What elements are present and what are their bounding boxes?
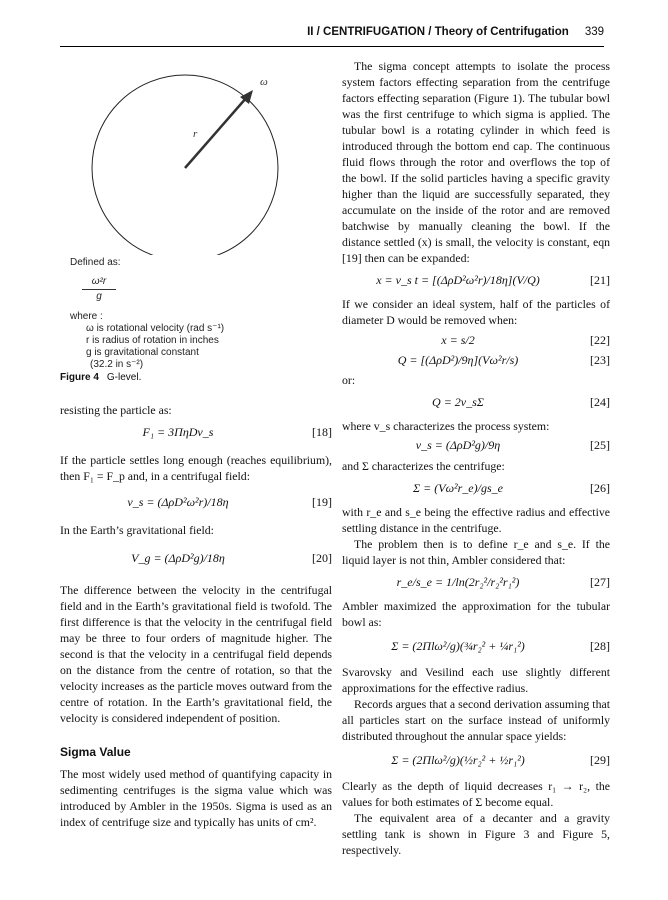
equation-20: V_g = (ΔρD²g)/18η [20]	[131, 551, 332, 565]
paragraph: Clearly as the depth of liquid decreases r₁ → r₂, the values for both estimates of Σ become equal.	[342, 779, 610, 809]
equation-25: v_s = (ΔρD²g)/9η [25]	[415, 438, 610, 452]
rotation-diagram	[60, 55, 332, 255]
paragraph: The sigma concept attempts to isolate the process system factors effecting separation from the centrifuge factors effecting separation (Figure 1). The tubular bowl was the first centrifuge to which sigma is applied. The tubular bowl is a rotating cylinder in which feed is introduced through the bottom end cap. The continuous fluid flows through the rotor and overflows the top of the bowl. If the solid particles having a specific gravity higher than the liquid are successfully separated, they accumulate on the inside of the rotor and are removed batchwise by manually cleaning the bowl. If the distance settled (x) is small, the velocity is constant, eqn [19] then can be expanded:	[342, 59, 610, 265]
caption-label: Figure 4	[60, 372, 99, 383]
defined-as: Defined as:	[70, 257, 121, 268]
running-title: II / CENTRIFUGATION / Theory of Centrifugation	[307, 26, 569, 38]
paragraph: Records argues that a second derivation assuming that all particles start on the surface instead of uniformly distributed throughout the annular space yields:	[342, 697, 610, 743]
paragraph: resisting the particle as:	[60, 403, 172, 417]
definition-omega: ω is rotational velocity (rad s⁻¹)	[86, 323, 225, 334]
figure-g-level	[60, 55, 332, 390]
omega-label: ω	[260, 76, 268, 88]
paragraph: where v_s characterizes the process system:	[342, 419, 550, 433]
rotation-circle	[92, 75, 278, 255]
ratio-top: ω²r	[91, 276, 107, 287]
page-number: 339	[584, 26, 604, 38]
paragraph: If the particle settles long enough (reaches equilibrium), then F₁ = F_p and, in a centrifugal field:	[60, 453, 332, 483]
figure-caption	[60, 372, 141, 383]
right-column	[342, 58, 610, 858]
paragraph: Ambler maximized the approximation for the tubular bowl as:	[342, 599, 610, 629]
equation-24: Q = 2v_sΣ [24]	[432, 395, 610, 409]
paragraph: or:	[342, 373, 356, 387]
ratio-bottom: g	[96, 291, 102, 302]
equation-29: Σ = (2Πlω²/g)(½r₂² + ½r₁²) [29]	[391, 753, 610, 767]
r-label: r	[193, 128, 198, 140]
paragraph: In the Earth’s gravitational field:	[60, 523, 214, 537]
equation-28: Σ = (2Πlω²/g)(¾r₂² + ¼r₁²) [28]	[391, 639, 610, 653]
paragraph: The problem then is to define r_e and s_e. If the liquid layer is not thin, Ambler considered that:	[342, 537, 610, 567]
equation-22: x = s/2 [22]	[441, 333, 610, 347]
equation-19: v_s = (ΔρD²ω²r)/18η [19]	[127, 495, 332, 509]
paragraph: The difference between the velocity in the centrifugal field and in the Earth’s gravitational field is twofold. The first difference is that the velocity in the centrifugal field may be three to four orders of magnitude higher. The second is that the velocity in a centrifugal field depends on the distance from the centre of rotation, so that the velocity increases as the particle moves outward from the centre of rotation. In the Earth’s gravitational field, the velocity is considered independent of position.	[60, 583, 332, 725]
paragraph: The equivalent area of a decanter and a gravity settling tank is shown in Figure 3 and Figure 5, respectively.	[342, 811, 610, 857]
definition-g-value: (32.2 in s⁻²)	[90, 359, 144, 370]
section-heading: Sigma Value	[60, 745, 131, 759]
where-label: where :	[70, 311, 103, 322]
paragraph: Svarovsky and Vesilind each use slightly different approximations for the effective radius.	[342, 665, 610, 695]
paragraph: If we consider an ideal system, half of the particles of diameter D would be removed when:	[342, 297, 610, 327]
definition-g: g is gravitational constant	[86, 347, 199, 358]
definition-r: r is radius of rotation in inches	[86, 335, 219, 346]
left-column	[60, 402, 332, 830]
running-header	[60, 26, 604, 47]
fraction-bar	[82, 289, 116, 290]
equation-26: Σ = (Vω²r_e)/gs_e [26]	[413, 481, 610, 495]
equation-23: Q = [(ΔρD²)/9η](Vω²r/s) [23]	[397, 353, 610, 367]
paragraph: with r_e and s_e being the effective radius and effective settling distance in the centrifuge.	[342, 505, 610, 535]
paragraph: and Σ characterizes the centrifuge:	[342, 459, 505, 473]
equation-18: F₁ = 3ΠηDv_s [18]	[142, 425, 332, 439]
equation-21: x = v_s t = [(ΔρD²ω²r)/18η](V/Q) [21]	[376, 273, 610, 287]
paragraph: The most widely used method of quantifying capacity in sedimenting centrifuges is the sigma value which was introduced by Ambler in the 1950s. Sigma is used as an index of centrifuge size and typically has units of cm².	[60, 767, 332, 829]
caption-text: G-level.	[106, 372, 142, 383]
equation-27: r_e/s_e = 1/ln(2r₂²/r₂²r₁²) [27]	[396, 575, 610, 589]
